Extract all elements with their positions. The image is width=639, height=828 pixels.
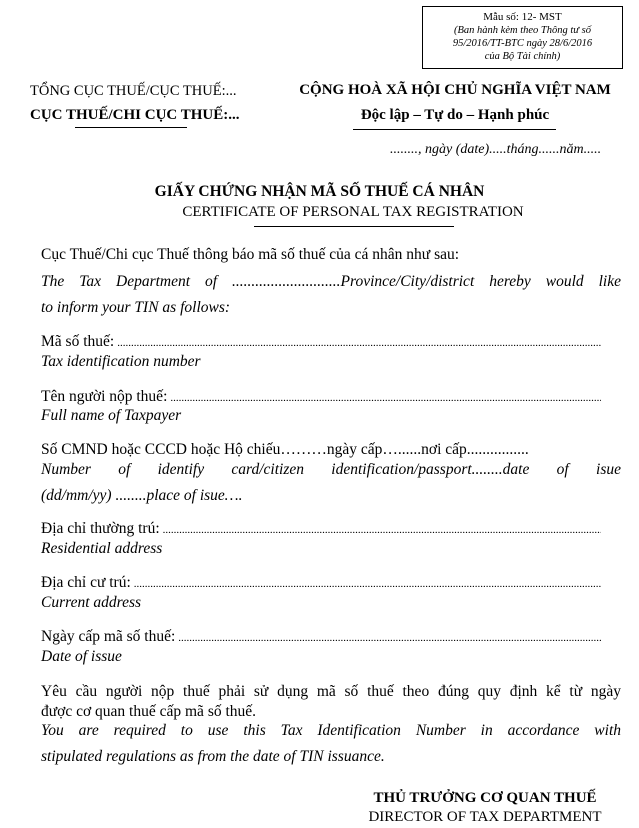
intro-en-line1: The Tax Department of ............................Province/City/district hereby would like xyxy=(41,273,621,290)
motto-underline xyxy=(353,129,556,130)
requirement-vi-line1: Yêu cầu người nộp thuế phải sử dụng mã số thuế theo đúng quy định kể từ ngày xyxy=(41,683,621,700)
requirement-en-line2: stipulated regulations as from the date of TIN issuance. xyxy=(41,748,385,765)
form-note-line2: 95/2016/TT-BTC ngày 28/6/2016 xyxy=(452,38,593,49)
issue-date-line: ........, ngày (date).....tháng......năm..... xyxy=(390,142,602,157)
intro-en-line2: to inform your TIN as follows: xyxy=(41,299,231,316)
name-label-en: Full name of Taxpayer xyxy=(41,407,182,424)
id-label-en-line1: Number of identify card/citizen identification/passport........date of isue xyxy=(41,461,621,478)
signature-title-vi: THỦ TRƯỞNG CƠ QUAN THUẾ xyxy=(373,790,597,806)
current-address-field xyxy=(41,574,601,592)
requirement-en-line1: You are required to use this Tax Identification Number in accordance with xyxy=(41,722,621,739)
form-code: Mẫu số: 12- MST xyxy=(483,11,562,23)
agency-level1: TỔNG CỤC THUẾ/CỤC THUẾ:... xyxy=(30,83,237,99)
current-address-label: Địa chỉ cư trú: xyxy=(41,574,131,591)
tin-value-dots[interactable] xyxy=(117,337,601,349)
id-label: Số CMND hoặc CCCD hoặc Hộ chiếu………ngày cấp…......nơi cấp................ xyxy=(41,441,529,458)
agency-level2: CỤC THUẾ/CHI CỤC THUẾ:... xyxy=(30,107,240,123)
nation-name: CỘNG HOÀ XÃ HỘI CHỦ NGHĨA VIỆT NAM xyxy=(299,82,611,98)
residence-label: Địa chỉ thường trú: xyxy=(41,520,160,537)
tin-label-en: Tax identification number xyxy=(41,353,201,370)
tin-field xyxy=(41,333,601,351)
form-note-line1: (Ban hành kèm theo Thông tư số xyxy=(454,25,591,36)
certificate-title-en: CERTIFICATE OF PERSONAL TAX REGISTRATION xyxy=(182,204,524,220)
intro-vi: Cục Thuế/Chi cục Thuế thông báo mã số thuế của cá nhân như sau: xyxy=(41,246,460,263)
tin-issue-date-field xyxy=(41,628,601,646)
tin-issue-date-label: Ngày cấp mã số thuế: xyxy=(41,628,176,645)
tin-issue-date-value-dots[interactable] xyxy=(178,632,601,644)
name-value-dots[interactable] xyxy=(170,392,601,404)
signature-title-en: DIRECTOR OF TAX DEPARTMENT xyxy=(368,809,602,825)
residence-label-en: Residential address xyxy=(41,540,163,557)
current-address-label-en: Current address xyxy=(41,594,142,611)
form-code-box xyxy=(422,6,623,69)
agency-underline xyxy=(75,127,187,128)
residence-value-dots[interactable] xyxy=(163,524,601,536)
certificate-title-vi: GIẤY CHỨNG NHẬN MÃ SỐ THUẾ CÁ NHÂN xyxy=(154,183,485,200)
residence-field xyxy=(41,520,601,538)
tin-issue-date-label-en: Date of issue xyxy=(41,648,122,665)
id-label-en-line2: (dd/mm/yy) ........place of isue…. xyxy=(41,487,243,504)
national-motto: Độc lập – Tự do – Hạnh phúc xyxy=(360,107,550,123)
current-address-value-dots[interactable] xyxy=(134,578,601,590)
name-label: Tên người nộp thuế: xyxy=(41,388,168,405)
name-field xyxy=(41,388,601,406)
title-underline xyxy=(254,226,454,227)
requirement-vi-line2: được cơ quan thuế cấp mã số thuế. xyxy=(41,703,257,720)
tin-label: Mã số thuế: xyxy=(41,333,115,350)
form-note-line3: của Bộ Tài chính) xyxy=(484,51,561,62)
